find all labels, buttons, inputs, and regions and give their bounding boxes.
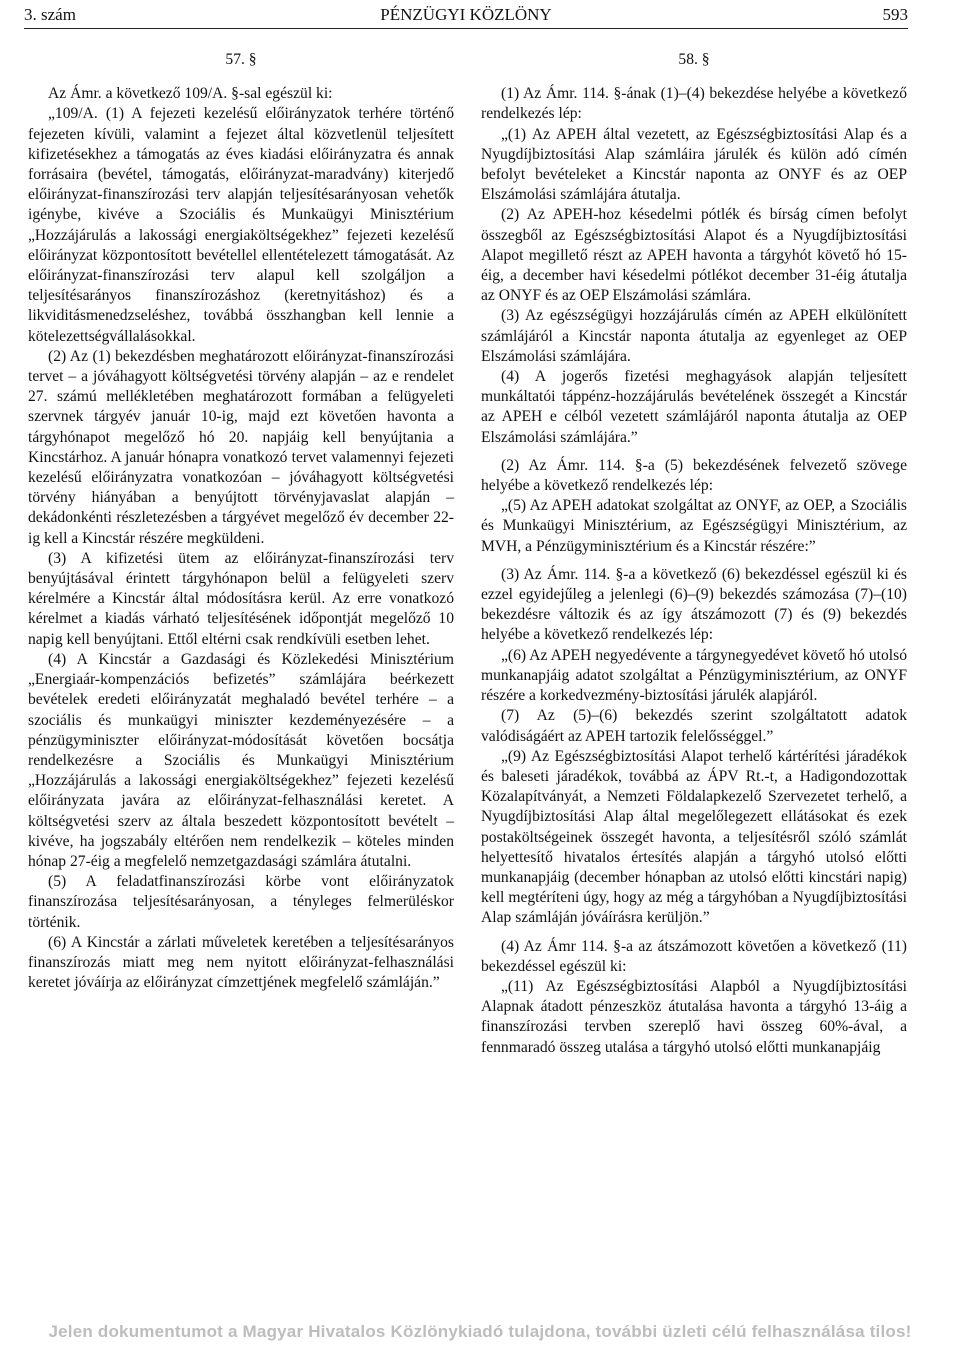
paragraph: „(6) Az APEH negyedévente a tárgynegyedévet követő hó utolsó munkanapjáig adatot szolgáltat a Pénzügyminisztérium, az ONYF részére a korkedvezmény-biztosítási járulék alapjáról. (481, 646, 907, 705)
paragraph: „(5) Az APEH adatokat szolgáltat az ONYF, az OEP, a Szociális és Munkaügyi Minisztérium, az Egészségügyi Minisztérium, az MVH, a Pénzügyminisztérium és a Kincstár részére:” (481, 497, 907, 555)
paragraph: (7) Az (5)–(6) bekezdés szerint szolgáltatott adatok valódiságáért az APEH tartozik felelősséggel.” (481, 707, 907, 745)
paragraph: (3) Az egészségügyi hozzájárulás címén az APEH elkülönített számlájáról a Kincstár naponta átutalja az egyenleget az OEP Elszámolási számlájára. (481, 307, 907, 365)
paragraph: (5) A feladatfinanszírozási körbe vont előirányzatok finanszírozása teljesítésarányosan, a tényleges felmerüléskor történik. (28, 873, 454, 931)
paragraph: (2) Az Ámr. 114. §-a (5) bekezdésének felvezető szövege helyébe a következő rendelkezés lép: (481, 456, 907, 495)
right-column (481, 50, 907, 1058)
page-header (24, 4, 908, 26)
section-heading-58: 58. § (678, 51, 710, 68)
paragraph: (3) Az Ámr. 114. §-a a következő (6) bekezdéssel egészül ki és ezzel egyidejűleg a jelenlegi (6)–(9) bekezdés számozása (7)–(10) bekezdésre változik és az így átszámozott (7) és (9) bekezdés helyébe a következő rendelkezés lép: (481, 565, 907, 644)
paragraph: (4) A jogerős fizetési meghagyások alapján teljesített munkáltatói táppénz-hozzájárulás bevételének összegét a Kincstár az APEH e célból vezetett számlájáról naponta átutalja az OEP Elszámolási számlájára.” (481, 368, 907, 446)
paragraph: „(1) Az APEH által vezetett, az Egészségbiztosítási Alap és a Nyugdíjbiztosítási Alap számláira járulék és külön adó címén befolyt bevételeket a Kincstár naponta az ONYF és az OEP Elszámolási számlájára átutalja. (481, 125, 907, 204)
journal-title: PÉNZÜGYI KÖZLÖNY (380, 5, 552, 24)
paragraph: „109/A. (1) A fejezeti kezelésű előirányzatok terhére történő fejezeten kívüli, valamint a fejezet által közvetlenül teljesített kifizetésekhez a támogatás az éves kiadási előirányzatra és annak forrásaira (bevétel, támogatás, előirányzat-maradvány) kiterjedő előirányzat-finanszírozási terv alapján teljesítésarányosan vehetők igénybe, kivéve a Szociális és Munkaügyi Minisztérium „Hozzájárulás a lakossági energiaköltségekhez” fejezeti kezelésű előirányzat központosított bevétellel ellentételezett támogatását. Az előirányzat-finanszírozási terv alapul kell szolgáljon a teljesítésarányos finanszírozáshoz (keretnyitáshoz) és a likviditásmenedzseléshez, továbbá összhangban kell lennie a kötelezettségvállalásokkal. (28, 105, 454, 345)
paragraph: (4) Az Ámr 114. §-a az átszámozott követően a következő (11) bekezdéssel egészül ki: (481, 937, 907, 975)
paragraph: „(11) Az Egészségbiztosítási Alapból a Nyugdíjbiztosítási Alapnak átadott pénzeszköz átutalása havonta a tárgyhó 13-áig a finanszírozási tervben szereplő havi összeg 60%-ával, a fennmaradó összeg utalása a tárgyhó utolsó előtti munkanapjáig (481, 977, 907, 1056)
spacer (481, 448, 907, 456)
paragraph: Az Ámr. a következő 109/A. §-sal egészül ki: (48, 85, 333, 103)
paragraph: (3) A kifizetési ütem az előirányzat-finanszírozási terv benyújtásával érintett tárgyhónapon belül a felügyeleti szerv kérelmére a Kincstár által módosításra kerül. Az erre vonatkozó kérelmet a kiadás várható teljesítésének időpontját megelőző 10 napig kell benyújtani. Ettől eltérni csak rendkívüli esetben lehet. (28, 549, 454, 648)
paragraph: „(9) Az Egészségbiztosítási Alapot terhelő kártérítési járadékok és baleseti járadékok, továbbá az ÁPV Rt.-t, a Hadigondozottak Közalapítványát, a Nemzeti Földalapkezelő Szervezetet terhelő, a Nyugdíjbiztosítási Alap által megelőlegezett ellátásokat és ezek postaköltségeinek összegét havonta, a teljesítésről szóló számlát helyettesítő hivatalos értesítés alapján a tárgyhó utolsó előtti munkanapjáig (december hónapban az utolsó előtti kincstári napig) kell megtéríteni úgy, hogy az még a tárgyhóban a Nyugdíjbiztosítási Alap számláján jóváírásra kerüljön.” (481, 747, 907, 927)
header-rule (24, 28, 908, 29)
section-heading-57: 57. § (225, 51, 257, 68)
watermark-footer: Jelen dokumentumot a Magyar Hivatalos Közlönykiadó tulajdona, további üzleti célú felhasználása tilos! (48, 1322, 912, 1341)
paragraph: (2) Az APEH-hoz késedelmi pótlék és bírság címen befolyt összegből az Egészségbiztosítási Alapot és a Nyugdíjbiztosítási Alapot megillető részt az APEH havonta a tárgyhót követő hó 15-éig, a december havi késedelmi pótlékot december 31-éig átutalja az ONYF és az OEP Elszámolási számlára. (481, 206, 907, 305)
page-number: 593 (882, 5, 908, 24)
paragraph: (4) A Kincstár a Gazdasági és Közlekedési Minisztérium „Energiaár-kompenzációs befizetés” számlájára beérkezett bevételek eredeti előirányzatát meghaladó bevétel terhére – a szociális és munkaügyi miniszter kezdeményezésére – a pénzügyminiszter előirányzat-módosítását követően bocsátja rendelkezésre a Szociális és Munkaügyi Minisztérium „Hozzájárulás a lakossági energiaköltségekhez” fejezeti kezelésű előirányzata javára az előirányzat-felhasználási keretet. A költségvetési szerv az általa beszedett központosított bevételt – kivéve, ha jogszabály eltérően nem rendelkezik – köteles minden hónap 27-éig a megfelelő nemzetgazdasági számlára átutalni. (28, 650, 454, 870)
spacer (481, 557, 907, 565)
issue-number: 3. szám (24, 5, 76, 24)
paragraph: (2) Az (1) bekezdésben meghatározott előirányzat-finanszírozási tervet – a jóváhagyott költségvetési törvény alapján – az e rendelet 27. számú mellékletében meghatározott formában a felügyeleti szervnek tárgyév január 10-ig, majd ezt követően havonta a tárgyhónapot megelőző hó 20. napjáig kell benyújtania a Kincstárhoz. A január hónapra vonatkozó tervet valamennyi fejezeti kezelésű előirányzatra vonatkozóan – jóváhagyott költségvetési törvény hiányában a benyújtott törvényjavaslat alapján – dekádonkénti részletezésben a tárgyévet megelőző év december 22-ig kell a Kincstár részére megküldeni. (28, 347, 454, 547)
left-column (28, 50, 454, 993)
spacer (481, 929, 907, 937)
paragraph: (6) A Kincstár a zárlati műveletek keretében a teljesítésarányos finanszírozás miatt meg nem nyitott előirányzat-felhasználási keretet jóváírja az előirányzat címzettjének megfelelő számláján.” (28, 933, 454, 992)
paragraph: (1) Az Ámr. 114. §-ának (1)–(4) bekezdése helyébe a következő rendelkezés lép: (481, 85, 907, 123)
